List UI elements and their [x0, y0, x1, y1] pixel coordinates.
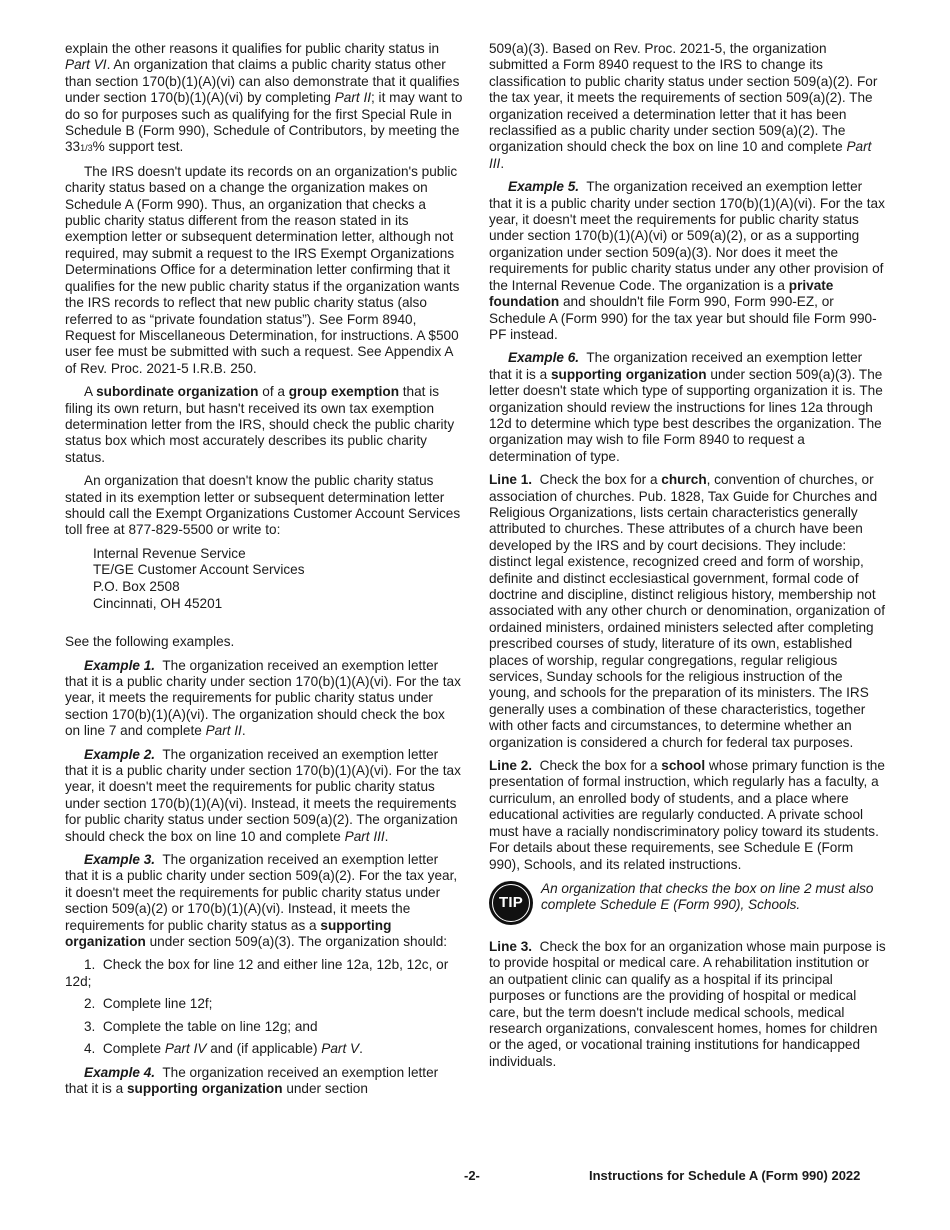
address-line: P.O. Box 2508	[93, 578, 180, 594]
address-line: TE/GE Customer Account Services	[93, 562, 305, 578]
tip-icon: TIP	[489, 881, 533, 925]
page-number: -2-	[464, 1168, 480, 1183]
example-5: Example 5. The organization received an exemption letter that it is a public charity under section 170(b)(1)(A)(vi). For the tax year, it doesn't meet the requirements for public charity status under section 170(b)(1)(A)(vi) or 509(a)(2), or as a supporting organization under section 509(a)(3). Nor does it meet the requirements for public charity status under any other provision of the Internal Revenue Code. The organization is a private foundation and shouldn't file Form 990, Form 990-EZ, or Schedule A (Form 990) for the tax year but should file Form 990-PF instead.	[489, 179, 885, 342]
address-line: Internal Revenue Service	[93, 545, 246, 561]
example-3: Example 3. The organization received an exemption letter that it is a public charity under section 509(a)(2). For the tax year, it doesn't meet the requirements for public charity status under section 509(a)(2) or 170(b)(1)(A)(vi). Instead, it meets the requirements for public charity status as a supporting organization under section 509(a)(3). The organization should:	[65, 852, 458, 950]
footer-title: Instructions for Schedule A (Form 990) 2022	[589, 1168, 861, 1183]
list-item: 4. Complete Part IV and (if applicable) Part V.	[84, 1041, 363, 1057]
list-item: 3. Complete the table on line 12g; and	[84, 1018, 318, 1034]
tip-callout	[489, 881, 887, 925]
example-1: Example 1. The organization received an exemption letter that it is a public charity under section 170(b)(1)(A)(vi). For the tax year, it meets the requirements for public charity status under section 170(b)(1)(A)(vi). The organization should check the box on line 7 and complete Part II.	[65, 657, 461, 739]
example-6: Example 6. The organization received an exemption letter that it is a supporting organization under section 509(a)(3). The letter doesn't state which type of supporting organization it is. The organization should review the instructions for lines 12a through 12d to determine which type best describes the organization. The organization may wish to file Form 8940 to request a determination of type.	[489, 350, 883, 464]
tip-text: An organization that checks the box on line 2 must also complete Schedule E (Form 990), Schools.	[541, 880, 874, 913]
example-2: Example 2. The organization received an exemption letter that it is a public charity under section 170(b)(1)(A)(vi). For the tax year, it doesn't meet the requirements for public charity status under section 170(b)(1)(A)(vi). Instead, it meets the requirements for public charity status under section 509(a)(2). The organization should check the box on line 10 and complete Part III.	[65, 746, 461, 844]
line-1-instructions: Line 1. Check the box for a church, convention of churches, or association of churches. Pub. 1828, Tax Guide for Churches and Religious Organizations, lists certain characteristics generally attributed to churches. These attributes of a church have been developed by the IRS and by court decisions. They include: distinct legal existence, recognized creed and form of worship, definite and distinct ecclesiastical government, formal code of doctrine and discipline, distinct religious history, membership not associated with any other church or denomination, organization of ordained ministers, ordained ministers selected after completing prescribed courses of study, literature of its own, established places of worship, regular congregations, regular religious services, Sunday schools for the religious instruction of the young, and schools for the preparation of its ministers. The IRS generally uses a combination of these characteristics, together with other facts and circumstances, to determine whether an organization is considered a church for federal tax purposes.	[489, 472, 885, 750]
left-column	[65, 41, 463, 1104]
example-4: Example 4. The organization received an exemption letter that it is a supporting organization under section	[65, 1064, 439, 1096]
right-column	[489, 41, 887, 1077]
records-paragraph: The IRS doesn't update its records on an organization's public charity status based on a change the organization makes on Schedule A (Form 990). Thus, an organization that checks a public charity status different from the reason stated in its exemption letter or subsequent determination letter, although not required, may submit a request to the IRS Exempt Organizations Determinations Office for a determination letter confirming that it qualifies for the new public charity status if the organization wants the IRS records to reflect that new public charity status (also referred to as “private foundation status”). See Form 8940, Request for Miscellaneous Determination, for instructions. A $500 user fee must be submitted with such a request. See Appendix A of Rev. Proc. 2021-5 I.R.B. 250.	[65, 163, 460, 376]
example-3-steps	[65, 957, 463, 1057]
list-item: 2. Complete line 12f;	[84, 996, 213, 1012]
see-examples: See the following examples.	[65, 634, 235, 650]
mailing-address	[93, 546, 463, 612]
line-3-instructions: Line 3. Check the box for an organization whose main purpose is to provide hospital or medical care. A rehabilitation institution or an outpatient clinic can qualify as a hospital if its principal purposes or functions are the providing of hospital or medical care, but the term doesn't include medical schools, medical research organizations, convalescent homes, homes for children or the aged, or vocational training institutions for handicapped individuals.	[489, 938, 886, 1069]
intro-paragraph: explain the other reasons it qualifies for public charity status in Part VI. An organization that claims a public charity status other than section 170(b)(1)(A)(vi) can also demonstrate that it qualifies under section 170(b)(1)(A)(vi) by completing Part II; it may want to do so for purposes such as qualifying for the first Special Rule in Schedule B (Form 990), Schedule of Contributors, by meeting the 331/3% support test.	[65, 41, 463, 155]
list-item: 1. Check the box for line 12 and either line 12a, 12b, 12c, or 12d;	[65, 957, 449, 989]
line-2-instructions: Line 2. Check the box for a school whose primary function is the presentation of formal instruction, which regularly has a faculty, a curriculum, an enrolled body of students, and a place where educational activities are regularly conducted. A private school must have a racially nondiscriminatory policy toward its students. For details about these requirements, see Schedule E (Form 990), Schools, and its related instructions.	[489, 758, 885, 872]
contact-paragraph: An organization that doesn't know the public charity status stated in its exemption letter or subsequent determination letter should call the Exempt Organizations Customer Account Services toll free at 877-829-5500 or write to:	[65, 473, 461, 538]
example-4-continued: 509(a)(3). Based on Rev. Proc. 2021-5, the organization submitted a Form 8940 request to the IRS to change its classification to public charity status under section 509(a)(2). For the tax year, it meets the requirements of section 509(a)(2). The organization received a determination letter that it has been reclassified as a public charity under section 509(a)(2). The organization should check the box on line 10 and complete Part III.	[489, 41, 878, 171]
address-line: Cincinnati, OH 45201	[93, 595, 223, 611]
subordinate-paragraph: A subordinate organization of a group exemption that is filing its own return, but hasn't received its own tax exemption determination letter from the IRS, should check the public charity status box which most accurately describes its public charity status.	[65, 384, 455, 465]
